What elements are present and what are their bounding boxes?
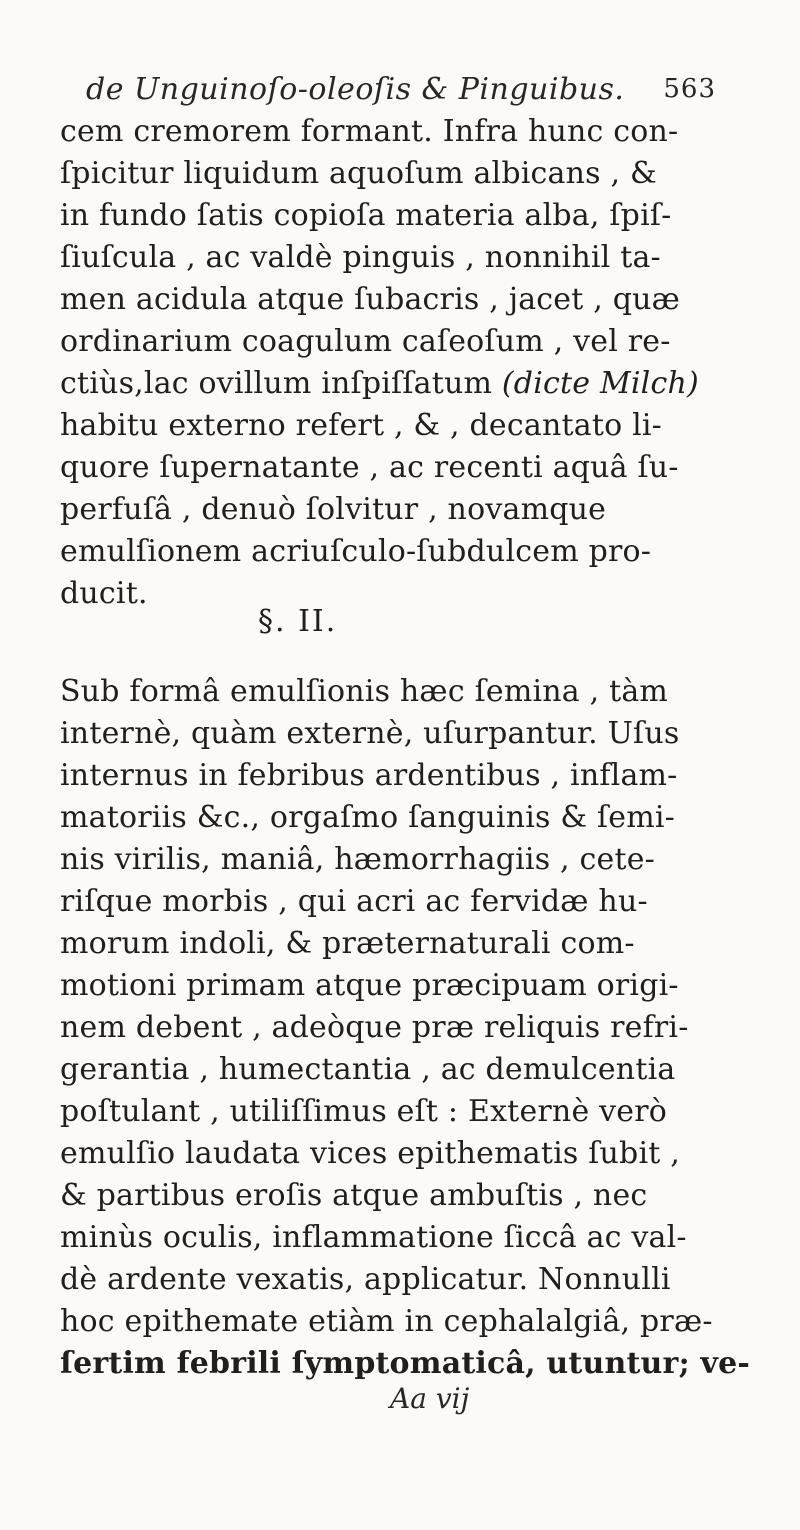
text-line: Sub formâ emulſionis hæc ſemina , tàm xyxy=(60,674,669,709)
text-line: riſque morbis , qui acri ac fervidæ hu- xyxy=(60,884,648,919)
text-line: motioni primam atque præcipuam origi- xyxy=(60,968,679,1003)
running-header xyxy=(86,72,716,112)
text-line: cem cremorem formant. Infra hunc con- xyxy=(60,114,679,149)
text-line: gerantia , humectantia , ac demulcentia xyxy=(60,1052,676,1087)
text-line: nem debent , adeòque præ reliquis refri- xyxy=(60,1010,689,1045)
text-line: ſiuſcula , ac valdè pinguis , nonnihil ta- xyxy=(60,240,661,275)
text-segment: ctiùs,lac ovillum inſpiſſatum xyxy=(60,366,502,401)
text-line: nis virilis, maniâ, hæmorrhagiis , cete- xyxy=(60,842,656,877)
text-line: perfuſâ , denuò ſolvitur , novamque xyxy=(60,492,607,527)
text-line: men acidula atque ſubacris , jacet , quæ xyxy=(60,282,681,317)
text-line: ducit. xyxy=(60,576,148,611)
text-line: ordinarium coagulum caſeoſum , vel re- xyxy=(60,324,671,359)
text-line: dè ardente vexatis, applicatur. Nonnulli xyxy=(60,1262,671,1297)
text-line: matoriis &c., orgaſmo ſanguinis & ſemi- xyxy=(60,800,676,835)
text-line: internè, quàm externè, uſurpantur. Uſus xyxy=(60,716,680,751)
text-line: minùs oculis, inflammatione ſiccâ ac val- xyxy=(60,1220,687,1255)
signature-mark: Aa vij xyxy=(390,1382,470,1415)
text-line: ſpicitur liquidum aquoſum albicans , & xyxy=(60,156,657,191)
text-line: habitu externo refert , & , decantato li- xyxy=(60,408,663,443)
running-title: de Unguinoſo-oleoſis & Pinguibus. xyxy=(86,72,625,107)
text-line: morum indoli, & præternaturali com- xyxy=(60,926,635,961)
text-line: quore ſupernatante , ac recenti aquâ ſu- xyxy=(60,450,679,485)
text-line: ſertim febrili ſymptomaticâ, utuntur; ve- xyxy=(60,1346,751,1381)
text-line: hoc epithemate etiàm in cephalalgiâ, præ- xyxy=(60,1304,713,1339)
text-line: in fundo ſatis copioſa materia alba, ſpiſ- xyxy=(60,198,672,233)
text-line: emulſio laudata vices epithematis ſubit , xyxy=(60,1136,680,1171)
text-line-with-italic xyxy=(60,366,750,402)
text-line: poſtulant , utiliſſimus eſt : Externè verò xyxy=(60,1094,668,1129)
text-line: internus in febribus ardentibus , inflam- xyxy=(60,758,678,793)
italic-gloss: (dicte Milch) xyxy=(501,366,699,401)
page-number: 563 xyxy=(663,74,716,104)
text-line: emulſionem acriuſculo-ſubdulcem pro- xyxy=(60,534,652,569)
text-line: & partibus eroſis atque ambuſtis , nec xyxy=(60,1178,648,1213)
section-heading: §. II. xyxy=(258,604,338,639)
